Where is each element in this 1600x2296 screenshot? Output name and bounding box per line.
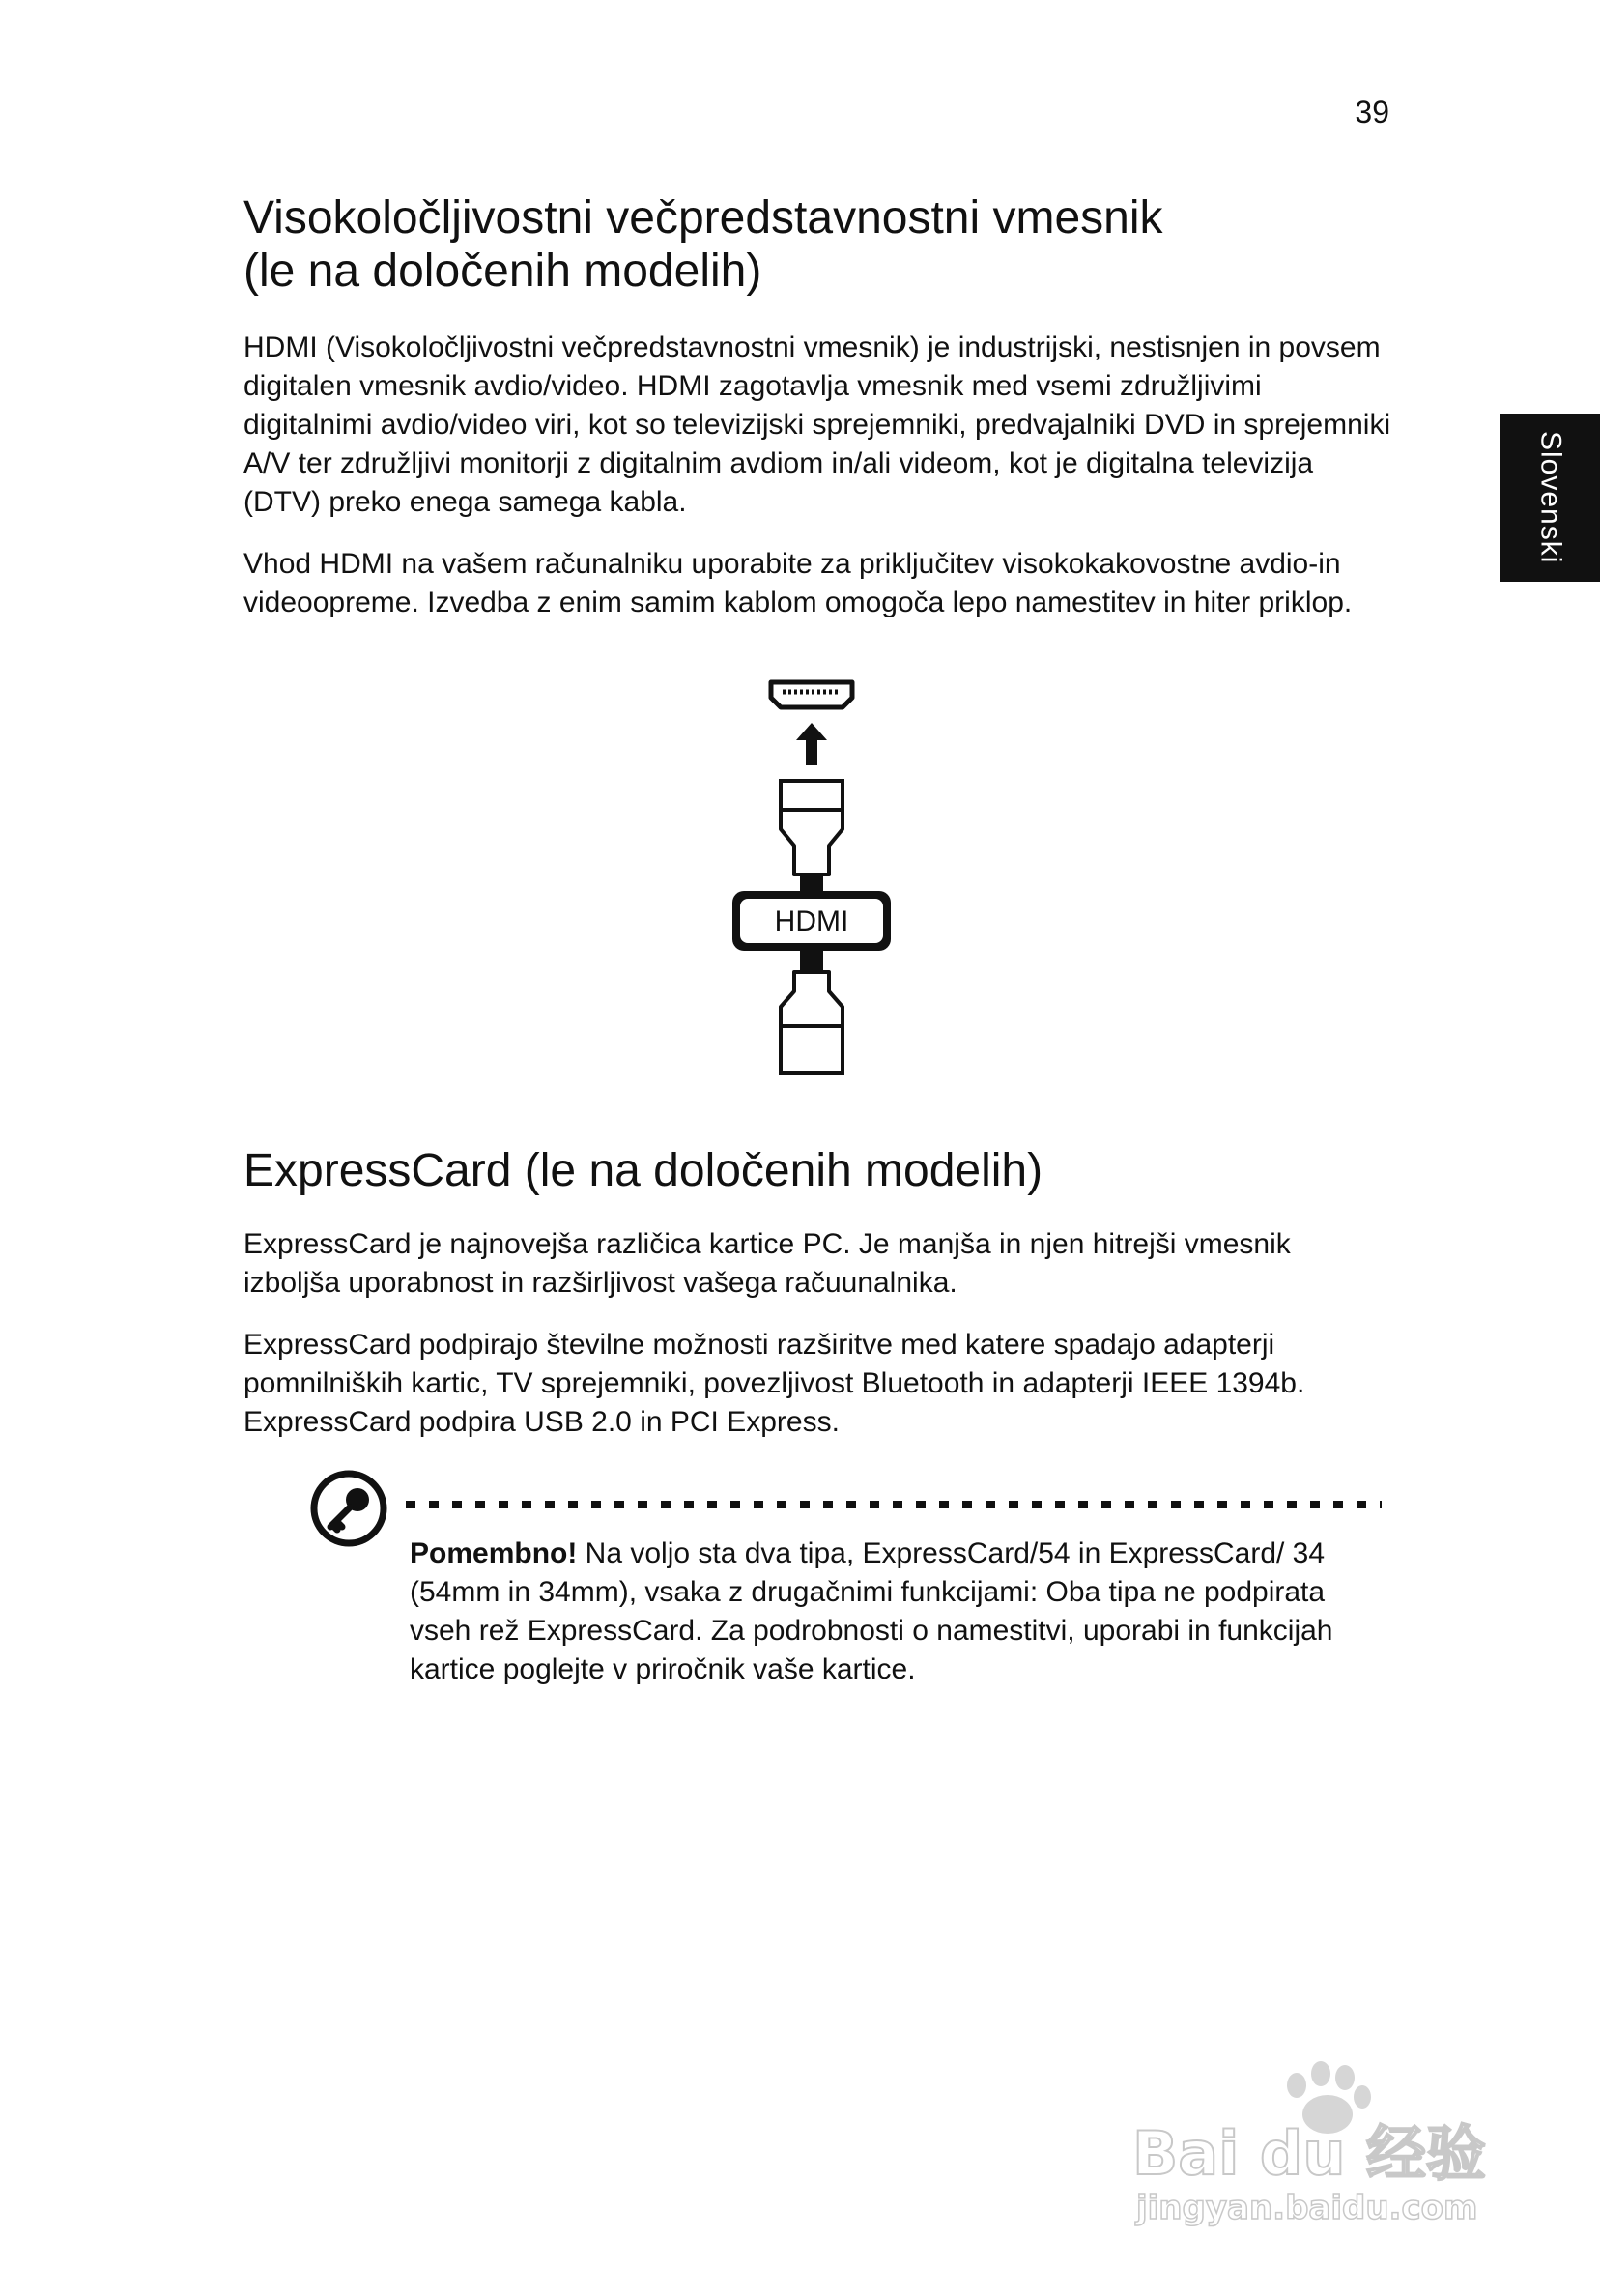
hdmi-heading-line1: Visokoločljivostni večpredstavnostni vmesnik — [243, 192, 1163, 244]
hdmi-plug-top-icon — [781, 781, 843, 894]
watermark-brand: Bai du 经验 — [1132, 2118, 1487, 2189]
hdmi-heading — [243, 191, 1393, 298]
language-tab — [1500, 414, 1600, 582]
expresscard-heading: ExpressCard (le na določenih modelih) — [243, 1145, 1043, 1196]
key-icon — [309, 1469, 388, 1548]
hdmi-label: HDMI — [774, 905, 849, 937]
language-tab-label: Slovenski — [1534, 431, 1567, 564]
arrow-up-icon — [796, 723, 827, 765]
baidu-watermark — [1123, 2047, 1509, 2230]
note-body: Na voljo sta dva tipa, ExpressCard/54 in ExpressCard/ 34 (54mm in 34mm), vsaka z drugačnimi funkcijami: Oba tipa ne podpirata vseh rež ExpressCard. Za podrobnosti o namestitvi, uporabi in funkcijah kartice poglejte v priročnik vaše kartice. — [410, 1537, 1333, 1685]
hdmi-plug-bottom-icon — [781, 949, 843, 1073]
hdmi-paragraph-1: HDMI (Visokoločljivostni večpredstavnostni vmesnik) je industrijski, nestisnjen in povsem digitalen vmesnik avdio/video. HDMI zagotavlja vmesnik med vsemi združljivimi digitalnimi avdio/video viri, kot so televizijski sprejemniki, predvajalniki DVD in sprejemniki A/V ter združljivi monitorji z digitalnim avdiom in/ali videom, kot je digitalna televizija (DTV) preko enega samega kabla. — [243, 331, 1391, 518]
hdmi-paragraph-2: Vhod HDMI na vašem računalniku uporabite za priključitev visokokakovostne avdio-in videoopreme. Izvedba z enim samim kablom omogoča lepo namestitev in hiter priklop. — [243, 548, 1353, 618]
hdmi-port-icon — [771, 682, 852, 707]
note-label: Pomembno! — [410, 1537, 578, 1569]
hdmi-heading-line2: (le na določenih modelih) — [243, 245, 762, 297]
note-text — [410, 1535, 1386, 1689]
page-number: 39 — [1355, 95, 1389, 129]
expresscard-paragraph-1: ExpressCard je najnovejša različica kartice PC. Je manjša in njen hitrejši vmesnik izboljša uporabnost in razširljivost vašega račuunalnika. — [243, 1228, 1291, 1299]
watermark-url: jingyan.baidu.com — [1136, 2189, 1478, 2227]
note-divider — [406, 1501, 1382, 1508]
expresscard-paragraph-2: ExpressCard podpirajo številne možnosti razširitve med katere spadajo adapterji pomnilniških kartic, TV sprejemniki, povezljivost Bluetooth in adapterji IEEE 1394b. ExpressCard podpira USB 2.0 in PCI Express. — [243, 1329, 1305, 1438]
hdmi-connector-figure — [725, 676, 899, 1087]
hdmi-label-box — [732, 891, 891, 951]
